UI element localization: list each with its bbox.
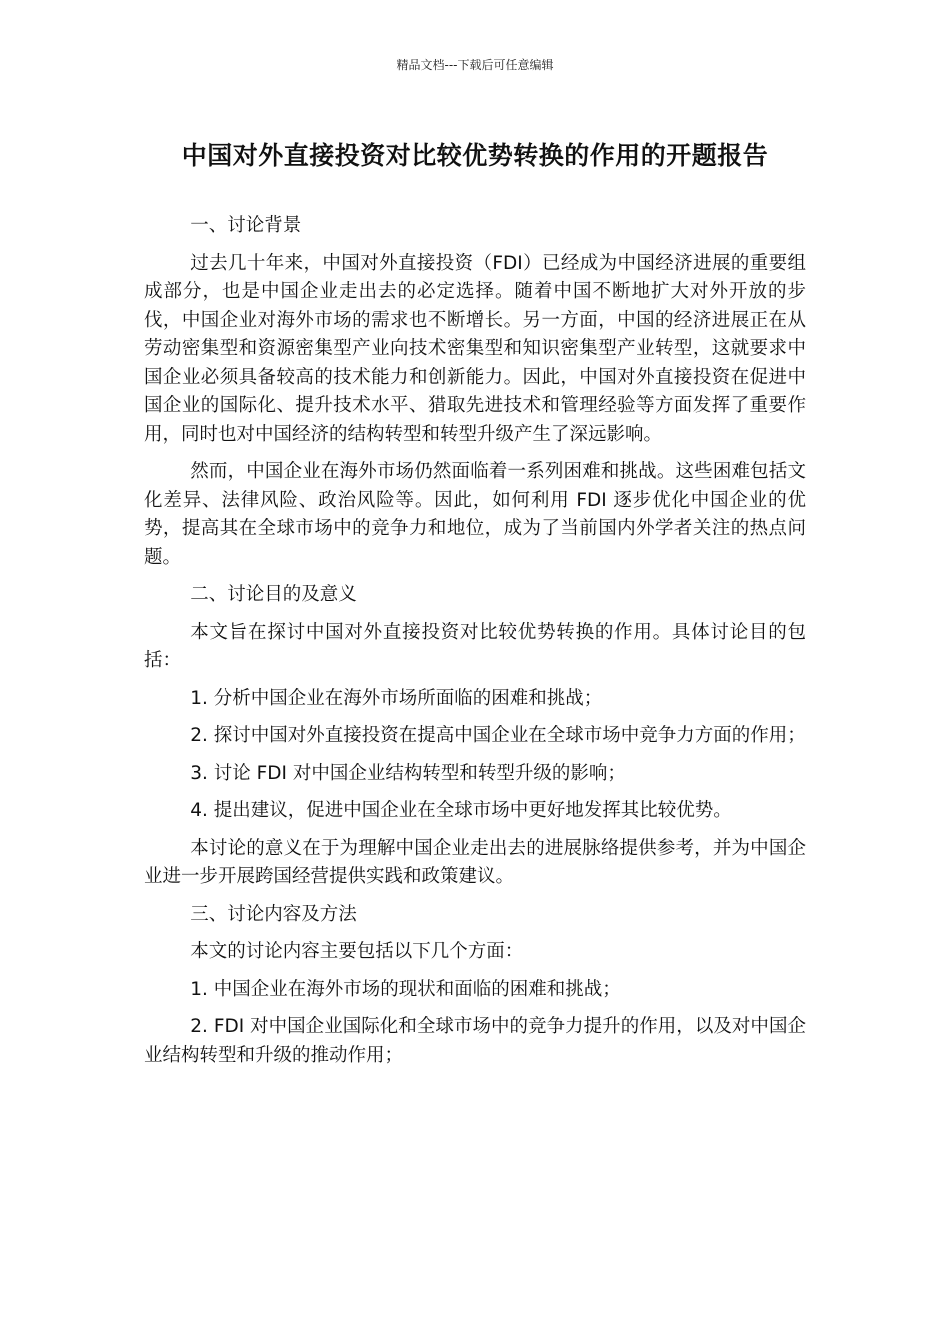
body-paragraph: 本文的讨论内容主要包括以下几个方面： [190, 941, 524, 962]
body-paragraph: 过去几十年来，中国对外直接投资（FDI）已经成为中国经济进展的重要组成部分，也是中国企业走出去的必定选择。随着中国不断地扩大对外开放的步伐，中国企业对海外市场的需求也不断增长。另一方面，中国的经济进展正在从劳动密集型和资源密集型产业向技术密集型和知识密集型产业转型，这就要求中国企业必须具备较高的技术能力和创新能力。因此，中国对外直接投资在促进中国企业的国际化、提升技术水平、猎取先进技术和管理经验等方面发挥了重要作用，同时也对中国经济的结构转型和转型升级产生了深远影响。 [144, 252, 806, 445]
list-item: 2. 探讨中国对外直接投资在提高中国企业在全球市场中竞争力方面的作用； [190, 725, 806, 746]
header-note: 精品文档---下载后可任意编辑 [396, 58, 554, 72]
section-heading-purpose: 二、讨论目的及意义 [190, 584, 357, 605]
body-paragraph: 本讨论的意义在于为理解中国企业走出去的进展脉络提供参考，并为中国企业进一步开展跨国经营提供实践和政策建议。 [144, 837, 806, 887]
section-heading-content-methods: 三、讨论内容及方法 [190, 903, 357, 925]
section-heading-background: 一、讨论背景 [190, 215, 302, 236]
document-title: 中国对外直接投资对比较优势转换的作用的开题报告 [181, 141, 769, 170]
list-item: 2. FDI 对中国企业国际化和全球市场中的竞争力提升的作用，以及对中国企业结构转型和升级的推动作用； [144, 1016, 806, 1066]
list-item: 1. 中国企业在海外市场的现状和面临的困难和挑战； [190, 978, 621, 1000]
list-item: 1. 分析中国企业在海外市场所面临的困难和挑战； [190, 687, 603, 709]
body-paragraph: 然而，中国企业在海外市场仍然面临着一系列困难和挑战。这些困难包括文化差异、法律风险、政治风险等。因此，如何利用 FDI 逐步优化中国企业的优势，提高其在全球市场中的竞争力和地位，成为了当前国内外学者关注的热点问题。 [144, 461, 806, 568]
body-paragraph: 本文旨在探讨中国对外直接投资对比较优势转换的作用。具体讨论目的包括： [144, 621, 806, 671]
document-body [144, 212, 806, 1079]
list-item: 4. 提出建议，促进中国企业在全球市场中更好地发挥其比较优势。 [190, 800, 732, 821]
list-item: 3. 讨论 FDI 对中国企业结构转型和转型升级的影响； [190, 762, 626, 784]
